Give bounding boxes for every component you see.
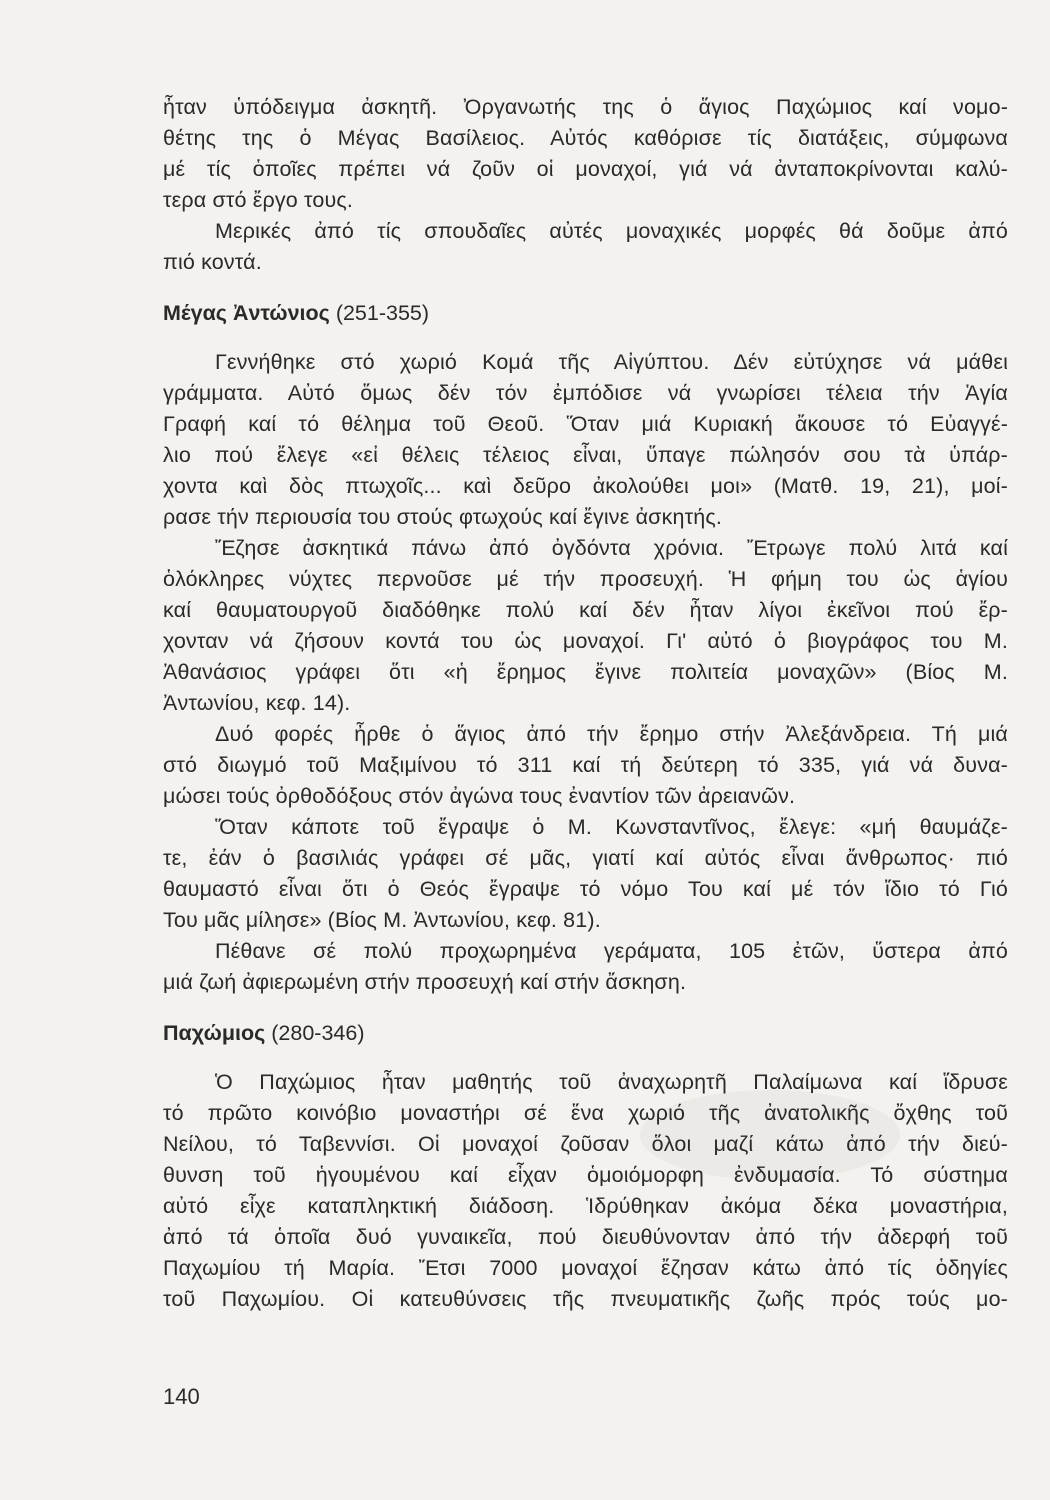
text-line: τοῦ Παχωμίου. Οἱ κατευθύνσεις τῆς πνευματικῆς ζωῆς πρός τούς μο- bbox=[163, 1287, 1008, 1311]
text-line: θαυμαστό εἶναι ὅτι ὁ Θεός ἔγραψε τό νόμο Του καί μέ τόν ἴδιο τό Γιό bbox=[163, 877, 1008, 901]
heading-name: Μέγας Ἀντώνιος bbox=[163, 301, 330, 325]
text-line: καί θαυματουργοῦ διαδόθηκε πολύ καί δέν ἦταν λίγοι ἐκεῖνοι πού ἔρ- bbox=[163, 598, 1008, 622]
text-line: Ἔζησε ἀσκητικά πάνω ἀπό ὀγδόντα χρόνια. Ἔτρωγε πολύ λιτά καί bbox=[215, 536, 1008, 560]
text-line: Ἀντωνίου, κεφ. 14). bbox=[163, 691, 351, 715]
text-line: ρασε τήν περιουσία του στούς φτωχούς καί ἔγινε ἀσκητής. bbox=[163, 505, 722, 529]
text-line: θυνση τοῦ ἡγουμένου καί εἶχαν ὁμοιόμορφη ἐνδυμασία. Τό σύστημα bbox=[163, 1163, 1008, 1187]
text-line: στό διωγμό τοῦ Μαξιμίνου τό 311 καί τή δεύτερη τό 335, γιά νά δυνα- bbox=[163, 753, 1008, 777]
text-line: Ὅταν κάποτε τοῦ ἔγραψε ὁ Μ. Κωνσταντῖνος, ἔλεγε: «μή θαυμάζε- bbox=[215, 815, 1008, 839]
text-line: Μερικές ἀπό τίς σπουδαῖες αὐτές μοναχικές μορφές θά δοῦμε ἀπό bbox=[215, 219, 1008, 243]
text-line: Γεννήθηκε στό χωριό Κομά τῆς Αἰγύπτου. Δέν εὐτύχησε νά μάθει bbox=[215, 350, 1008, 374]
text-line: Ἀθανάσιος γράφει ὅτι «ἡ ἔρημος ἔγινε πολιτεία μοναχῶν» (Βίος Μ. bbox=[163, 660, 1008, 684]
text-line: θέτης της ὁ Μέγας Βασίλειος. Αὐτός καθόρισε τίς διατάξεις, σύμφωνα bbox=[163, 126, 1008, 150]
text-line: μέ τίς ὁποῖες πρέπει νά ζοῦν οἱ μοναχοί, γιά νά ἀνταποκρίνονται καλύ- bbox=[163, 157, 1008, 181]
text-line: μώσει τούς ὀρθοδόξους στόν ἀγώνα τους ἐναντίον τῶν ἀρειανῶν. bbox=[163, 784, 796, 808]
text-line: ὁλόκληρες νύχτες περνοῦσε μέ τήν προσευχή. Ἡ φήμη του ὡς ἁγίου bbox=[163, 567, 1008, 591]
text-line: Παχωμίου τή Μαρία. Ἔτσι 7000 μοναχοί ἔζησαν κάτω ἀπό τίς ὁδηγίες bbox=[163, 1256, 1008, 1280]
text-line: ἦταν ὑπόδειγμα ἀσκητῆ. Ὀργανωτής της ὁ ἅγιος Παχώμιος καί νομο- bbox=[163, 95, 1008, 119]
text-line: Γραφή καί τό θέλημα τοῦ Θεοῦ. Ὅταν μιά Κυριακή ἄκουσε τό Εὐαγγέ- bbox=[163, 412, 1008, 436]
text-line: τό πρῶτο κοινόβιο μοναστήρι σέ ἕνα χωριό τῆς ἀνατολικῆς ὄχθης τοῦ bbox=[163, 1101, 1008, 1125]
text-line: Δυό φορές ἦρθε ὁ ἅγιος ἀπό τήν ἔρημο στήν Ἀλεξάνδρεια. Τή μιά bbox=[215, 722, 1008, 746]
page-number: 140 bbox=[163, 1384, 200, 1409]
text-line: πιό κοντά. bbox=[163, 250, 262, 274]
text-line: Του μᾶς μίλησε» (Βίος Μ. Ἀντωνίου, κεφ. 81). bbox=[163, 908, 601, 932]
heading-name: Παχώμιος bbox=[163, 1021, 266, 1045]
heading-years: (251-355) bbox=[335, 301, 430, 325]
text-line: τερα στό ἔργο τους. bbox=[163, 188, 353, 212]
text-line: Νείλου, τό Ταβεννίσι. Οἱ μοναχοί ζοῦσαν ὅλοι μαζί κάτω ἀπό τήν διεύ- bbox=[163, 1132, 1008, 1156]
body-text bbox=[163, 92, 1008, 1315]
text-line: ἀπό τά ὁποῖα δυό γυναικεῖα, πού διευθύνονταν ἀπό τήν ἀδερφή τοῦ bbox=[163, 1225, 1008, 1249]
text-line: χονταν νά ζήσουν κοντά του ὡς μοναχοί. Γι' αὐτό ὁ βιογράφος του Μ. bbox=[163, 629, 1008, 653]
text-line: μιά ζωή ἀφιερωμένη στήν προσευχή καί στήν ἄσκηση. bbox=[163, 970, 687, 994]
heading-years: (280-346) bbox=[271, 1021, 365, 1045]
text-line: Ὁ Παχώμιος ἦταν μαθητής τοῦ ἀναχωρητῆ Παλαίμωνα καί ἵδρυσε bbox=[215, 1070, 1008, 1094]
text-line: γράμματα. Αὐτό ὅμως δέν τόν ἐμπόδισε νά γνωρίσει τέλεια τήν Ἁγία bbox=[163, 381, 1008, 405]
text-line: τε, ἐάν ὁ βασιλιάς γράφει σέ μᾶς, γιατί καί αὐτός εἶναι ἄνθρωπος· πιό bbox=[163, 846, 1008, 870]
section-heading-pachomios bbox=[163, 1018, 1008, 1049]
text-line: Πέθανε σέ πολύ προχωρημένα γεράματα, 105 ἐτῶν, ὕστερα ἀπό bbox=[215, 939, 1008, 963]
text-line: αὐτό εἶχε καταπληκτική διάδοση. Ἱδρύθηκαν ἀκόμα δέκα μοναστήρια, bbox=[163, 1194, 1008, 1218]
text-line: χοντα καὶ δὸς πτωχοῖς... καὶ δεῦρο ἀκολούθει μοι» (Ματθ. 19, 21), μοί- bbox=[163, 474, 1008, 498]
section-heading-antonios bbox=[163, 298, 1008, 329]
text-line: λιο πού ἔλεγε «εἰ θέλεις τέλειος εἶναι, ὕπαγε πώλησόν σου τὰ ὑπάρ- bbox=[163, 443, 1008, 467]
